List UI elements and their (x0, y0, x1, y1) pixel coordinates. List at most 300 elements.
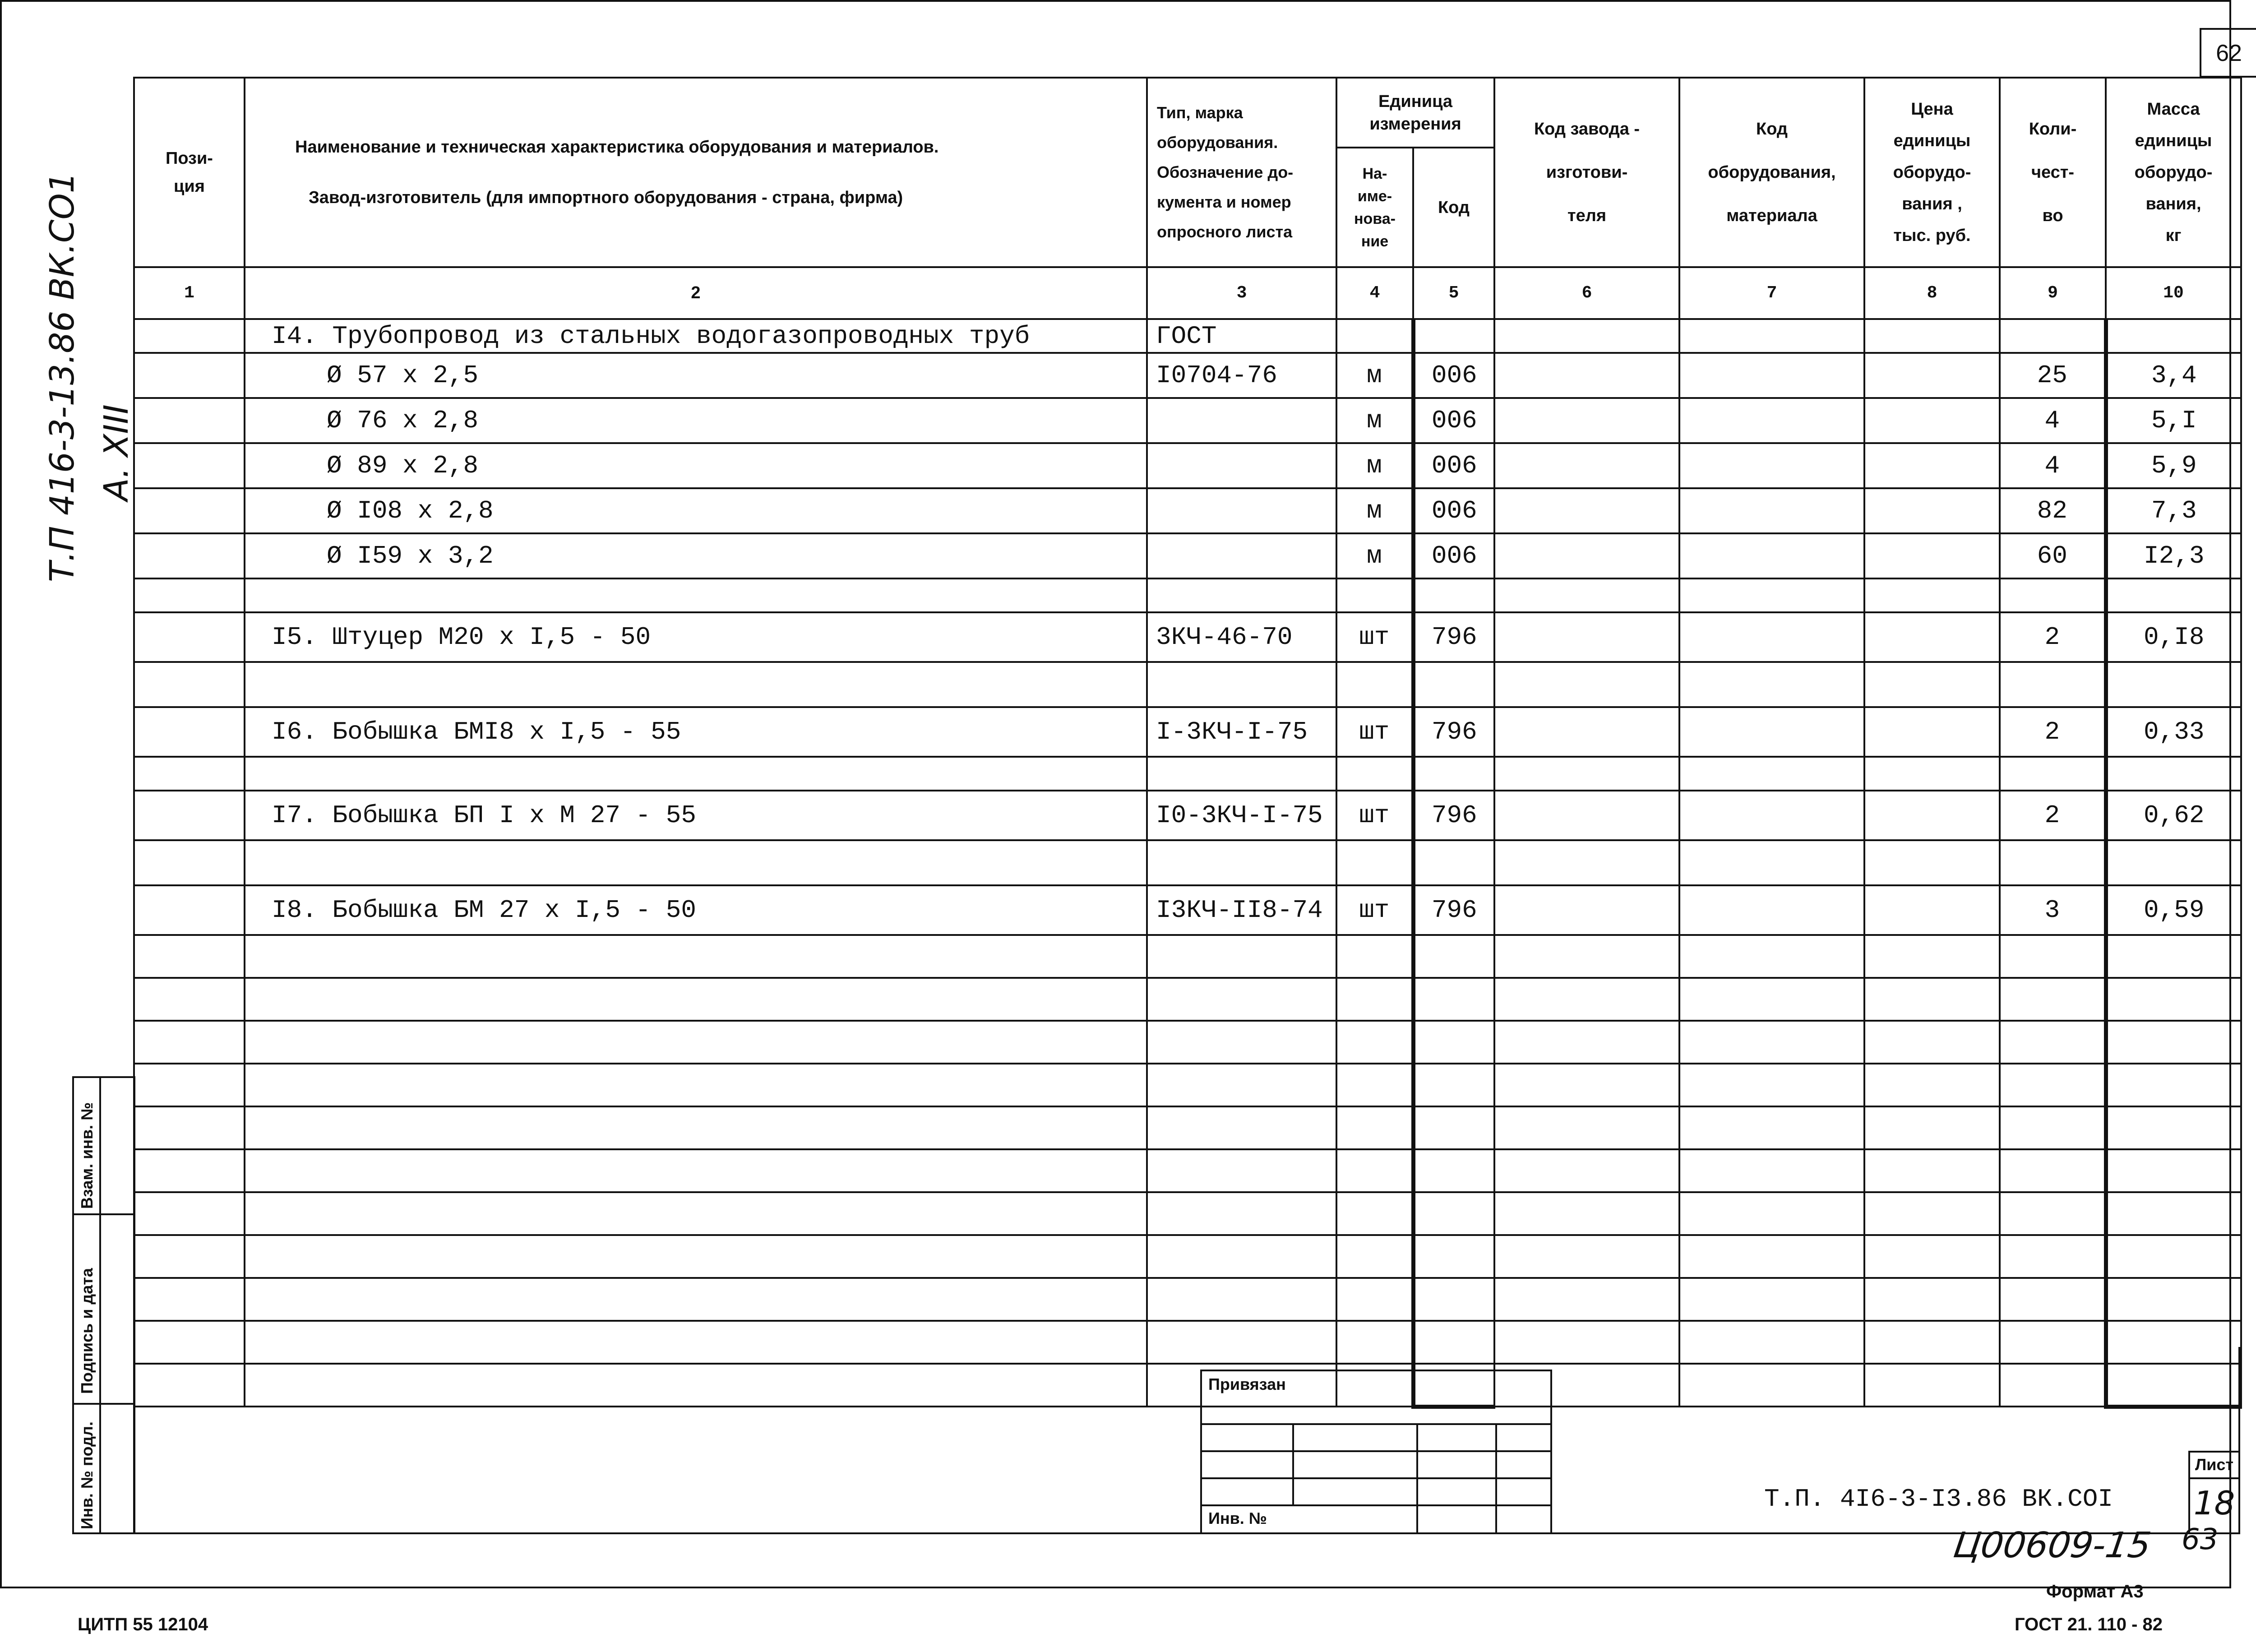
row-mass (2106, 1235, 2241, 1278)
row-price (1864, 1278, 2000, 1321)
row-unit-name: шт (1336, 612, 1413, 662)
row-position (134, 353, 245, 398)
row-unit-code (1413, 1106, 1494, 1149)
handwritten-page-number: 63 (2182, 1523, 2219, 1556)
header-unit-name: На- име- нова- ние (1336, 148, 1413, 267)
row-position (134, 885, 245, 935)
row-unit-code (1413, 978, 1494, 1021)
row-price (1864, 1192, 2000, 1235)
row-unit-code (1413, 757, 1494, 791)
row-plant-code (1494, 612, 1679, 662)
header-name-line1: Наименование и техническая характеристика оборудования и материалов. (295, 138, 939, 157)
column-number: 1 (134, 267, 245, 319)
row-mass: 0,62 (2106, 791, 2241, 840)
frame-left-border (133, 1347, 135, 1534)
row-equipment-code (1679, 935, 1864, 978)
table-row (134, 398, 2241, 443)
row-document (1147, 935, 1336, 978)
row-document (1147, 1192, 1336, 1235)
row-position (134, 791, 245, 840)
row-name: I8. Бобышка БМ 27 х I,5 - 50 (245, 885, 1147, 935)
row-plant-code (1494, 1149, 1679, 1192)
row-plant-code (1494, 885, 1679, 935)
row-document (1147, 578, 1336, 612)
row-unit-name (1336, 1106, 1413, 1149)
row-quantity: 2 (2000, 791, 2106, 840)
row-price (1864, 1235, 2000, 1278)
row-name: Ø I08 х 2,8 (245, 488, 1147, 533)
row-mass (2106, 1364, 2241, 1407)
header-mass: Масса единицы оборудо- вания, кг (2106, 78, 2241, 267)
row-equipment-code (1679, 662, 1864, 707)
row-quantity (2000, 1192, 2106, 1235)
row-position (134, 1021, 245, 1064)
table-row (134, 707, 2241, 757)
row-document: I-3КЧ-I-75 (1147, 707, 1336, 757)
row-quantity: 4 (2000, 443, 2106, 488)
title-divider (2188, 1451, 2240, 1453)
table-row (134, 1364, 2241, 1407)
row-name: I7. Бобышка БП I х М 27 - 55 (245, 791, 1147, 840)
row-document (1147, 978, 1336, 1021)
row-position (134, 1364, 245, 1407)
row-mass (2106, 1106, 2241, 1149)
row-mass (2106, 978, 2241, 1021)
row-unit-code (1413, 1064, 1494, 1106)
row-equipment-code (1679, 578, 1864, 612)
row-unit-code: 796 (1413, 707, 1494, 757)
row-price (1864, 398, 2000, 443)
row-quantity (2000, 662, 2106, 707)
row-document (1147, 398, 1336, 443)
row-unit-name: м (1336, 443, 1413, 488)
row-equipment-code (1679, 757, 1864, 791)
row-document (1147, 488, 1336, 533)
row-mass (2106, 1278, 2241, 1321)
row-equipment-code (1679, 353, 1864, 398)
row-unit-name (1336, 1021, 1413, 1064)
row-quantity (2000, 1278, 2106, 1321)
row-equipment-code (1679, 1278, 1864, 1321)
row-mass (2106, 1064, 2241, 1106)
row-plant-code (1494, 707, 1679, 757)
row-price (1864, 1149, 2000, 1192)
row-unit-name: шт (1336, 885, 1413, 935)
row-mass (2106, 935, 2241, 978)
stamp-original-inv: Инв. № подл. (78, 1421, 96, 1529)
row-quantity: 2 (2000, 707, 2106, 757)
row-equipment-code (1679, 707, 1864, 757)
table-row (134, 488, 2241, 533)
row-price (1864, 885, 2000, 935)
row-unit-code (1413, 1321, 1494, 1364)
row-name (245, 1021, 1147, 1064)
column-number: 2 (245, 267, 1147, 319)
row-position (134, 707, 245, 757)
row-name: Ø 57 х 2,5 (245, 353, 1147, 398)
row-document (1147, 1235, 1336, 1278)
row-name (245, 1321, 1147, 1364)
row-price (1864, 662, 2000, 707)
row-position (134, 578, 245, 612)
row-equipment-code (1679, 443, 1864, 488)
row-price (1864, 612, 2000, 662)
row-mass (2106, 319, 2241, 353)
row-position (134, 443, 245, 488)
row-unit-code (1413, 578, 1494, 612)
row-price (1864, 1321, 2000, 1364)
row-quantity (2000, 578, 2106, 612)
row-unit-code (1413, 840, 1494, 885)
row-unit-name: м (1336, 353, 1413, 398)
row-plant-code (1494, 662, 1679, 707)
row-equipment-code (1679, 1064, 1864, 1106)
table-row (134, 885, 2241, 935)
row-price (1864, 840, 2000, 885)
row-equipment-code (1679, 1321, 1864, 1364)
column-number: 5 (1413, 267, 1494, 319)
table-row (134, 978, 2241, 1021)
inventory-label: Инв. № (1208, 1509, 1267, 1527)
row-equipment-code (1679, 1021, 1864, 1064)
row-unit-name (1336, 840, 1413, 885)
footer-gost: ГОСТ 21. 110 - 82 (2015, 1615, 2163, 1634)
row-quantity: 25 (2000, 353, 2106, 398)
row-name: Ø 89 х 2,8 (245, 443, 1147, 488)
row-quantity (2000, 1235, 2106, 1278)
row-quantity (2000, 319, 2106, 353)
row-mass (2106, 840, 2241, 885)
table-row (134, 791, 2241, 840)
row-mass: 7,3 (2106, 488, 2241, 533)
row-equipment-code (1679, 533, 1864, 578)
footer-code: ЦИТП 55 12104 (78, 1615, 208, 1634)
row-equipment-code (1679, 488, 1864, 533)
row-quantity: 4 (2000, 398, 2106, 443)
format-label: Формат А3 (2046, 1582, 2144, 1601)
row-plant-code (1494, 353, 1679, 398)
row-price (1864, 578, 2000, 612)
row-document: I3КЧ-II8-74 (1147, 885, 1336, 935)
table-row (134, 319, 2241, 353)
row-document (1147, 1064, 1336, 1106)
row-mass: 3,4 (2106, 353, 2241, 398)
row-price (1864, 1106, 2000, 1149)
row-unit-code: 796 (1413, 612, 1494, 662)
table-row (134, 1021, 2241, 1064)
row-equipment-code (1679, 1149, 1864, 1192)
row-plant-code (1494, 1235, 1679, 1278)
row-name (245, 662, 1147, 707)
row-position (134, 840, 245, 885)
row-equipment-code (1679, 1192, 1864, 1235)
row-document (1147, 1278, 1336, 1321)
row-name (245, 1278, 1147, 1321)
row-name (245, 840, 1147, 885)
row-plant-code (1494, 1278, 1679, 1321)
stamp-replace-inv: Взам. инв. № (78, 1102, 96, 1209)
row-name (245, 1364, 1147, 1407)
row-position (134, 1321, 245, 1364)
row-unit-code (1413, 1278, 1494, 1321)
row-position (134, 978, 245, 1021)
row-document (1147, 662, 1336, 707)
row-mass (2106, 662, 2241, 707)
row-document: 3КЧ-46-70 (1147, 612, 1336, 662)
frame-bottom-border (133, 1532, 2240, 1534)
row-document: ГОСТ (1147, 319, 1336, 353)
header-position: Пози- ция (134, 78, 245, 267)
row-name: I4. Трубопровод из стальных водогазопроводных труб (245, 319, 1147, 353)
table-row (134, 1064, 2241, 1106)
row-position (134, 1106, 245, 1149)
header-name-line2: Завод-изготовитель (для импортного оборудования - страна, фирма) (309, 188, 903, 207)
table-row (134, 1235, 2241, 1278)
row-unit-code: 006 (1413, 353, 1494, 398)
row-unit-code: 796 (1413, 791, 1494, 840)
side-note-album: А. XIII (97, 404, 136, 501)
row-mass: 0,59 (2106, 885, 2241, 935)
row-price (1864, 757, 2000, 791)
row-price (1864, 353, 2000, 398)
row-unit-code (1413, 1021, 1494, 1064)
row-unit-name: шт (1336, 707, 1413, 757)
table-row (134, 1106, 2241, 1149)
row-document (1147, 1106, 1336, 1149)
row-unit-code (1413, 935, 1494, 978)
table-row (134, 578, 2241, 612)
row-name: I6. Бобышка БМI8 х I,5 - 55 (245, 707, 1147, 757)
row-name: Ø I59 х 3,2 (245, 533, 1147, 578)
row-name: I5. Штуцер М20 х I,5 - 50 (245, 612, 1147, 662)
row-name (245, 935, 1147, 978)
row-name (245, 1064, 1147, 1106)
row-mass (2106, 1321, 2241, 1364)
row-plant-code (1494, 791, 1679, 840)
row-unit-name (1336, 757, 1413, 791)
row-unit-name (1336, 1149, 1413, 1192)
header-type: Тип, марка оборудования. Обозначение до- кумента и номер опросного листа (1147, 78, 1336, 267)
row-price (1864, 1064, 2000, 1106)
row-equipment-code (1679, 978, 1864, 1021)
table-row (134, 1278, 2241, 1321)
header-unit: Единица измерения (1336, 78, 1494, 148)
row-quantity (2000, 1321, 2106, 1364)
row-document: I0704-76 (1147, 353, 1336, 398)
sheet-box (2188, 1451, 2240, 1534)
table-row (134, 533, 2241, 578)
row-plant-code (1494, 757, 1679, 791)
row-unit-code (1413, 1192, 1494, 1235)
row-unit-name: м (1336, 398, 1413, 443)
stamp-signature-date: Подпись и дата (78, 1268, 96, 1394)
column-number: 10 (2106, 267, 2241, 319)
table-row (134, 757, 2241, 791)
row-price (1864, 488, 2000, 533)
side-note-designation: Т.П 416-3-13.86 ВК.СО1 (43, 172, 82, 582)
column-number: 3 (1147, 267, 1336, 319)
row-quantity: 2 (2000, 612, 2106, 662)
left-stamp (72, 1076, 135, 1534)
row-document (1147, 757, 1336, 791)
row-document (1147, 533, 1336, 578)
row-name (245, 1192, 1147, 1235)
row-quantity (2000, 757, 2106, 791)
row-unit-code: 006 (1413, 488, 1494, 533)
table-row (134, 443, 2241, 488)
row-quantity: 3 (2000, 885, 2106, 935)
column-number: 4 (1336, 267, 1413, 319)
row-mass: 5,I (2106, 398, 2241, 443)
row-position (134, 757, 245, 791)
document-designation: Т.П. 4I6-3-I3.86 ВК.СОI (1764, 1485, 2113, 1513)
row-equipment-code (1679, 791, 1864, 840)
table-row (134, 353, 2241, 398)
table-row (134, 612, 2241, 662)
sheet-top-number: 62 (2200, 28, 2256, 78)
row-name: Ø 76 х 2,8 (245, 398, 1147, 443)
row-equipment-code (1679, 1364, 1864, 1407)
row-plant-code (1494, 978, 1679, 1021)
row-equipment-code (1679, 612, 1864, 662)
row-position (134, 1192, 245, 1235)
row-position (134, 319, 245, 353)
row-name (245, 757, 1147, 791)
row-equipment-code (1679, 319, 1864, 353)
row-plant-code (1494, 1021, 1679, 1064)
row-plant-code (1494, 1321, 1679, 1364)
row-plant-code (1494, 1106, 1679, 1149)
table-row (134, 1321, 2241, 1364)
row-plant-code (1494, 578, 1679, 612)
row-unit-name (1336, 1321, 1413, 1364)
row-unit-name: м (1336, 533, 1413, 578)
row-price (1864, 1364, 2000, 1407)
row-plant-code (1494, 443, 1679, 488)
row-document (1147, 1149, 1336, 1192)
row-unit-name (1336, 978, 1413, 1021)
row-name (245, 578, 1147, 612)
row-price (1864, 319, 2000, 353)
row-quantity (2000, 1364, 2106, 1407)
header-equipment-code: Код оборудования, материала (1679, 78, 1864, 267)
header-price: Цена единицы оборудо- вания , тыс. руб. (1864, 78, 2000, 267)
row-document: I0-3КЧ-I-75 (1147, 791, 1336, 840)
row-unit-name (1336, 578, 1413, 612)
table-row (134, 1192, 2241, 1235)
row-unit-name (1336, 1235, 1413, 1278)
row-plant-code (1494, 840, 1679, 885)
row-plant-code (1494, 1192, 1679, 1235)
row-name (245, 1235, 1147, 1278)
row-plant-code (1494, 488, 1679, 533)
binding-label: Привязан (1208, 1375, 1286, 1393)
row-unit-code (1413, 662, 1494, 707)
row-name (245, 1106, 1147, 1149)
column-number: 6 (1494, 267, 1679, 319)
row-unit-name (1336, 319, 1413, 353)
row-quantity (2000, 840, 2106, 885)
row-unit-code: 006 (1413, 398, 1494, 443)
column-number: 9 (2000, 267, 2106, 319)
row-price (1864, 707, 2000, 757)
row-mass (2106, 1192, 2241, 1235)
row-quantity: 60 (2000, 533, 2106, 578)
row-mass: 5,9 (2106, 443, 2241, 488)
row-unit-code: 006 (1413, 533, 1494, 578)
row-unit-code (1413, 319, 1494, 353)
row-plant-code (1494, 533, 1679, 578)
row-position (134, 612, 245, 662)
row-quantity (2000, 1064, 2106, 1106)
row-position (134, 1064, 245, 1106)
row-mass (2106, 757, 2241, 791)
row-position (134, 1278, 245, 1321)
row-quantity: 82 (2000, 488, 2106, 533)
header-plant-code: Код завода - изготови- теля (1494, 78, 1679, 267)
row-price (1864, 978, 2000, 1021)
row-mass: 0,33 (2106, 707, 2241, 757)
row-unit-code: 796 (1413, 885, 1494, 935)
row-price (1864, 1021, 2000, 1064)
header-unit-code: Код (1413, 148, 1494, 267)
row-position (134, 488, 245, 533)
row-quantity (2000, 978, 2106, 1021)
row-name (245, 978, 1147, 1021)
row-plant-code (1494, 1064, 1679, 1106)
table-row (134, 1149, 2241, 1192)
table-row (134, 935, 2241, 978)
row-price (1864, 533, 2000, 578)
row-unit-name (1336, 1278, 1413, 1321)
row-plant-code (1494, 398, 1679, 443)
row-unit-name (1336, 662, 1413, 707)
row-unit-name: шт (1336, 791, 1413, 840)
row-mass: 0,I8 (2106, 612, 2241, 662)
column-number: 8 (1864, 267, 2000, 319)
binding-block (1200, 1370, 1552, 1534)
sheet-number: 18 (2193, 1484, 2235, 1522)
row-unit-name (1336, 1192, 1413, 1235)
header-quantity: Коли- чест- во (2000, 78, 2106, 267)
row-unit-code (1413, 1149, 1494, 1192)
row-quantity (2000, 935, 2106, 978)
row-price (1864, 791, 2000, 840)
row-price (1864, 935, 2000, 978)
table-row (134, 840, 2241, 885)
row-mass (2106, 1149, 2241, 1192)
row-mass: I2,3 (2106, 533, 2241, 578)
row-position (134, 533, 245, 578)
row-equipment-code (1679, 1106, 1864, 1149)
row-quantity (2000, 1021, 2106, 1064)
row-unit-name (1336, 1064, 1413, 1106)
archive-number: Ц00609-15 (1951, 1525, 2154, 1566)
row-mass (2106, 1021, 2241, 1064)
row-position (134, 1235, 245, 1278)
row-unit-name (1336, 935, 1413, 978)
specification-table (133, 77, 2242, 1409)
row-equipment-code (1679, 398, 1864, 443)
row-plant-code (1494, 935, 1679, 978)
row-position (134, 1149, 245, 1192)
row-unit-code (1413, 1235, 1494, 1278)
row-position (134, 398, 245, 443)
header-name (245, 78, 1147, 267)
row-position (134, 662, 245, 707)
table-row (134, 662, 2241, 707)
row-document (1147, 443, 1336, 488)
